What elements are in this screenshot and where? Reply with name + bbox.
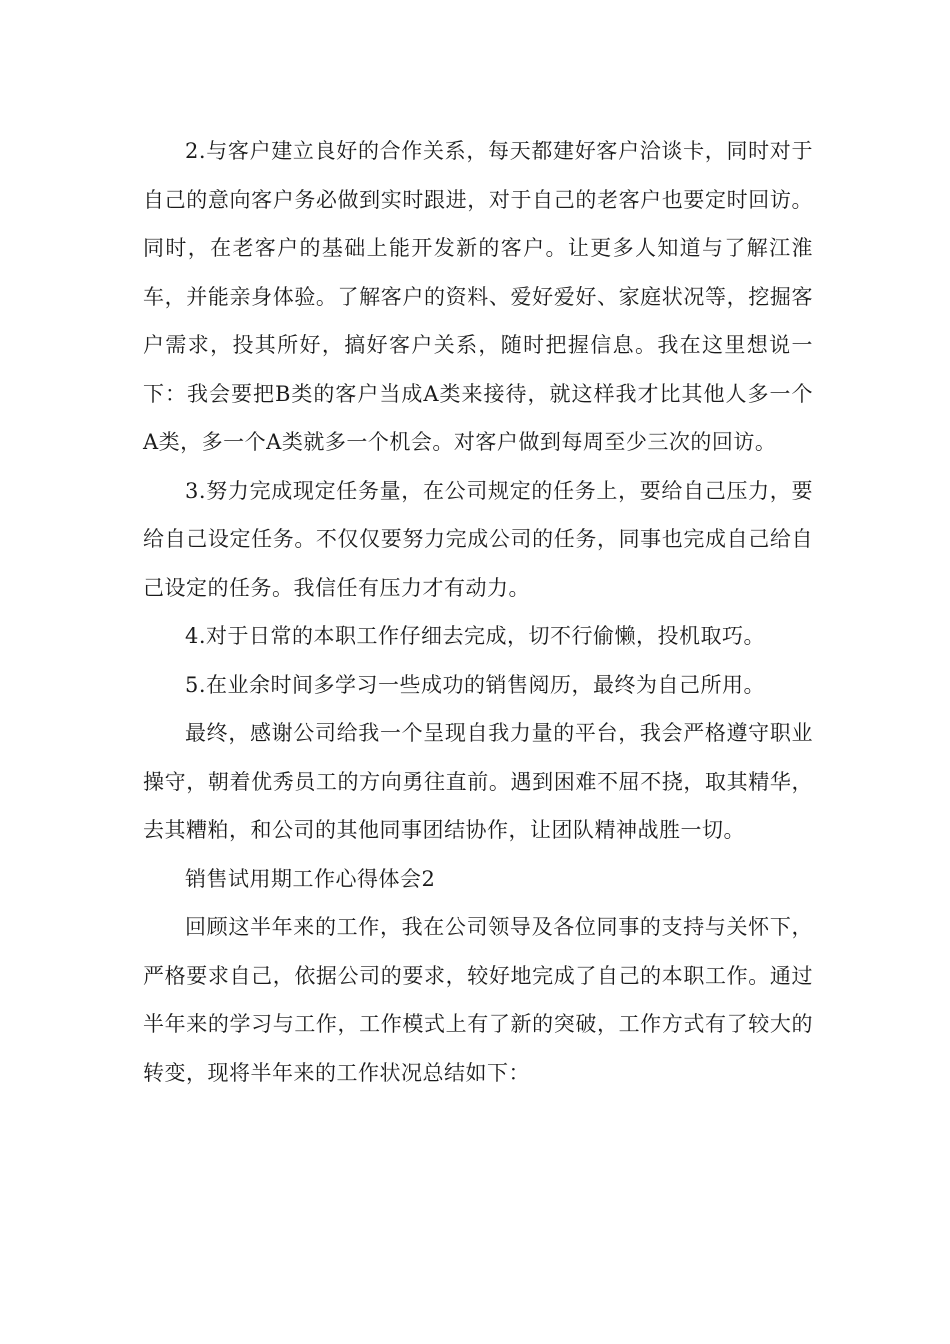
document-body (143, 127, 813, 1097)
section-heading: 销售试用期工作心得体会2 (185, 866, 436, 891)
paragraph-item-3: 3.努力完成现定任务量，在公司规定的任务上，要给自己压力，要给自己设定任务。不仅仅要努力完成公司的任务，同事也完成自己给自己设定的任务。我信任有压力才有动力。 (143, 478, 813, 600)
paragraph-item-2: 2.与客户建立良好的合作关系，每天都建好客户洽谈卡，同时对于自己的意向客户务必做到实时跟进，对于自己的老客户也要定时回访。同时，在老客户的基础上能开发新的客户。让更多人知道与了解江淮车，并能亲身体验。了解客户的资料、爱好爱好、家庭状况等，挖掘客户需求，投其所好，搞好客户关系，随时把握信息。我在这里想说一下：我会要把B类的客户当成A类来接待，就这样我才比其他人多一个A类，多一个A类就多一个机会。对客户做到每周至少三次的回访。 (143, 139, 813, 454)
paragraph-item-4: 4.对于日常的本职工作仔细去完成，切不行偷懒，投机取巧。 (185, 624, 766, 648)
paragraph-item-5: 5.在业余时间多学习一些成功的销售阅历，最终为自己所用。 (185, 672, 766, 697)
paragraph-conclusion: 最终，感谢公司给我一个呈现自我力量的平台，我会严格遵守职业操守，朝着优秀员工的方向勇往直前。遇到困难不屈不挠，取其精华，去其糟粕，和公司的其他同事团结协作，让团队精神战胜一切。 (143, 721, 813, 842)
paragraph-review: 回顾这半年来的工作，我在公司领导及各位同事的支持与关怀下，严格要求自己，依据公司的要求，较好地完成了自己的本职工作。通过半年来的学习与工作，工作模式上有了新的突破，工作方式有了较大的转变，现将半年来的工作状况总结如下： (143, 915, 813, 1085)
